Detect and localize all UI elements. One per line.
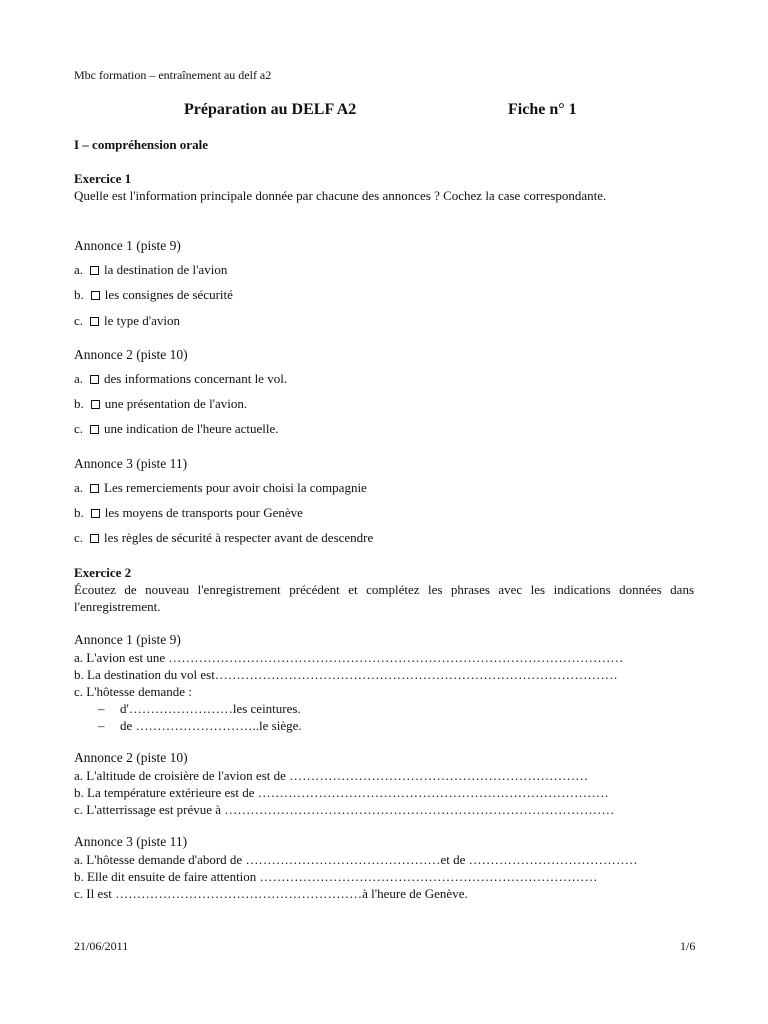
- ex2-annonce3-title: Annonce 3 (piste 11): [74, 834, 188, 849]
- dash-bullet: –: [98, 718, 105, 733]
- ex1-a2-option-b[interactable]: [74, 395, 694, 413]
- ex2-a3-line-c[interactable]: c. Il est …………………………………………………à l'heure de Genève.: [74, 886, 468, 901]
- option-text: la destination de l'avion: [104, 262, 228, 277]
- option-text: les moyens de transports pour Genève: [104, 505, 303, 520]
- option-text: une indication de l'heure actuelle.: [104, 421, 279, 436]
- ex1-a3-option-a[interactable]: [74, 479, 694, 497]
- ex2-annonce3: [74, 833, 694, 902]
- ex2-a2-line-b[interactable]: b. La température extérieure est de ………………………………………………………………………: [74, 785, 609, 800]
- exercise2-instruction: Écoutez de nouveau l'enregistrement précédent et complétez les phrases avec les indications données dans l'enregistrement.: [74, 582, 694, 614]
- option-letter: a.: [74, 371, 84, 386]
- checkbox-icon[interactable]: [91, 400, 100, 409]
- option-text: une présentation de l'avion.: [104, 396, 248, 411]
- footer-page-number: 1/6: [680, 939, 696, 953]
- sheet-number: Fiche n° 1: [508, 101, 577, 118]
- ex1-annonce1: [74, 237, 694, 255]
- checkbox-icon[interactable]: [91, 509, 100, 518]
- ex2-a1-line-a[interactable]: a. L'avion est une ……………………………………………………………………………………………: [74, 650, 624, 665]
- exercise2-header: [74, 564, 694, 615]
- checkbox-icon[interactable]: [90, 375, 99, 384]
- checkbox-icon[interactable]: [90, 266, 99, 275]
- ex1-annonce2-title: Annonce 2 (piste 10): [74, 347, 188, 362]
- ex2-annonce1-title: Annonce 1 (piste 9): [74, 632, 181, 647]
- section-heading: I – compréhension orale: [74, 137, 208, 152]
- option-letter: c.: [74, 421, 84, 436]
- document-title: Préparation au DELF A2: [184, 101, 357, 118]
- ex2-a3-line-a[interactable]: a. L'hôtesse demande d'abord de ………………………………………et de …………………………………: [74, 852, 638, 867]
- ex2-a1-line-c: c. L'hôtesse demande :: [74, 684, 192, 699]
- exercise1-instruction: Quelle est l'information principale donnée par chacune des annonces ? Cochez la case correspondante.: [74, 188, 607, 203]
- ex2-a1-dash-item-2[interactable]: – de ………………………..le siège.: [98, 718, 302, 733]
- ex1-annonce1-title: Annonce 1 (piste 9): [74, 238, 181, 253]
- checkbox-icon[interactable]: [90, 425, 99, 434]
- exercise1-header: [74, 170, 694, 204]
- ex1-a1-option-a[interactable]: [74, 261, 694, 279]
- footer-date: 21/06/2011: [74, 939, 129, 953]
- ex2-a1-line-b[interactable]: b. La destination du vol est…………………………………………………………………………………: [74, 667, 618, 682]
- option-letter: b.: [74, 396, 84, 411]
- ex1-a1-option-b[interactable]: [74, 286, 694, 304]
- ex1-a2-option-a[interactable]: [74, 370, 694, 388]
- ex2-a3-line-b[interactable]: b. Elle dit ensuite de faire attention ……………………………………………………………………: [74, 869, 598, 884]
- ex2-a1-dash-item-1[interactable]: – d'……………………les ceintures.: [98, 701, 301, 716]
- option-letter: a.: [74, 480, 84, 495]
- option-text: des informations concernant le vol.: [104, 371, 288, 386]
- ex1-a3-option-c[interactable]: [74, 529, 694, 547]
- option-letter: c.: [74, 530, 84, 545]
- exercise2-title: Exercice 2: [74, 565, 132, 580]
- option-letter: b.: [74, 287, 84, 302]
- ex1-annonce3: [74, 455, 694, 473]
- option-text: les consignes de sécurité: [104, 287, 233, 302]
- ex1-a3-option-b[interactable]: [74, 504, 694, 522]
- option-text: les règles de sécurité à respecter avant de descendre: [104, 530, 374, 545]
- dash-bullet: –: [98, 701, 105, 716]
- ex2-annonce2-title: Annonce 2 (piste 10): [74, 750, 188, 765]
- ex2-annonce1: [74, 631, 694, 734]
- option-letter: b.: [74, 505, 84, 520]
- ex1-annonce2: [74, 346, 694, 364]
- option-letter: c.: [74, 313, 84, 328]
- page-header: Mbc formation – entraînement au delf a2: [74, 68, 272, 82]
- checkbox-icon[interactable]: [91, 291, 100, 300]
- checkbox-icon[interactable]: [90, 484, 99, 493]
- option-text: Les remerciements pour avoir choisi la compagnie: [104, 480, 367, 495]
- ex1-a2-option-c[interactable]: [74, 420, 694, 438]
- exercise1-title: Exercice 1: [74, 171, 132, 186]
- ex2-a2-line-a[interactable]: a. L'altitude de croisière de l'avion est de ……………………………………………………………: [74, 768, 589, 783]
- ex2-annonce2: [74, 749, 694, 818]
- option-text: le type d'avion: [104, 313, 181, 328]
- option-letter: a.: [74, 262, 84, 277]
- ex2-a2-line-c[interactable]: c. L'atterrissage est prévue à ………………………………………………………………………………: [74, 802, 615, 817]
- ex1-annonce3-title: Annonce 3 (piste 11): [74, 456, 188, 471]
- checkbox-icon[interactable]: [90, 317, 99, 326]
- checkbox-icon[interactable]: [90, 534, 99, 543]
- ex1-a1-option-c[interactable]: [74, 312, 694, 330]
